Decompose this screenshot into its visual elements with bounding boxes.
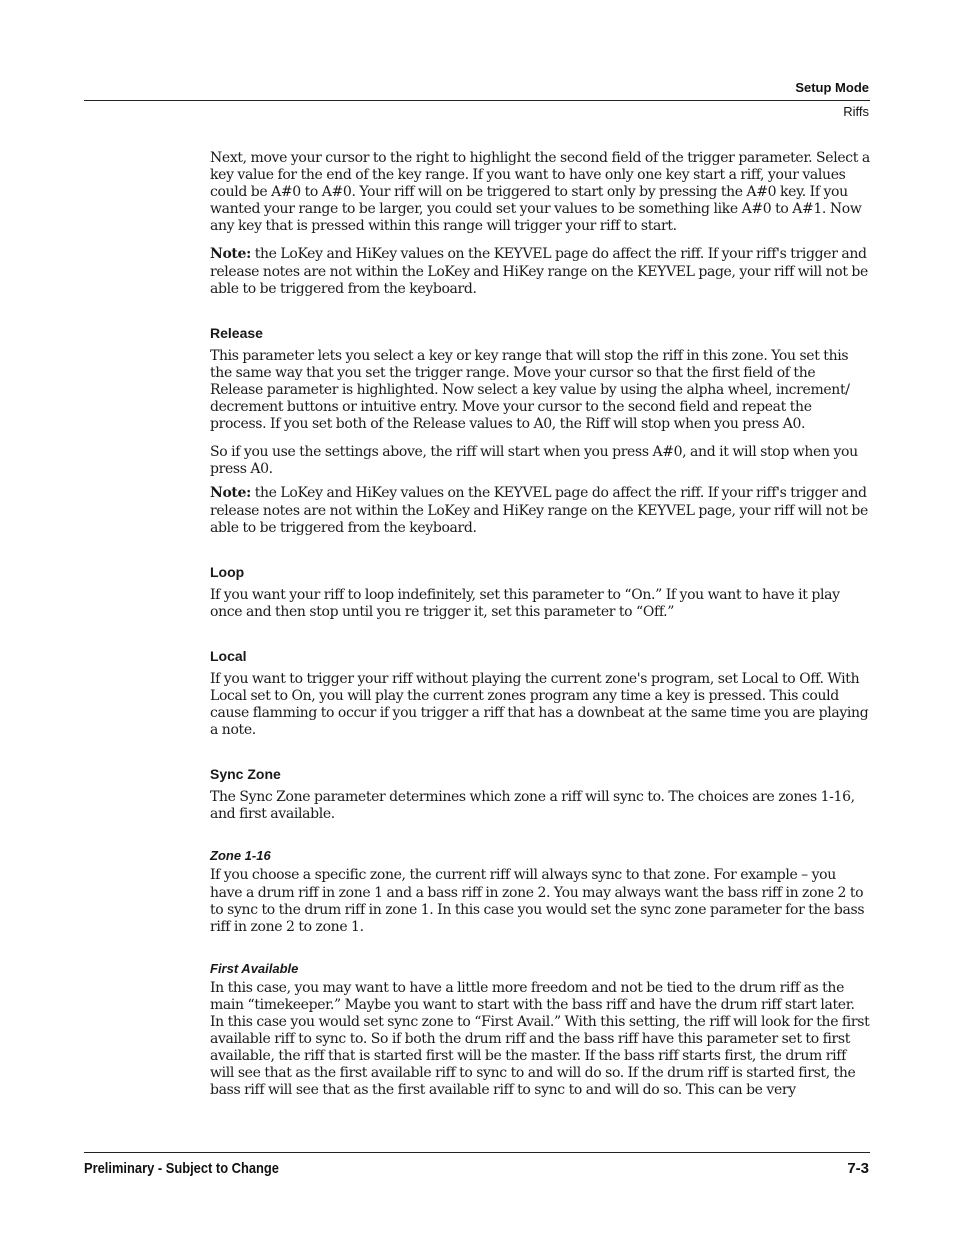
page-number: 7-3 bbox=[847, 1160, 869, 1177]
note-paragraph bbox=[210, 246, 870, 297]
release-paragraph: This parameter lets you select a key or key range that will stop the riff in this zone. You set this the same way that you set the trigger range. Move your cursor so that the first field of the Release parameter is highlighted. Now select a key value by using the alpha wheel, increment/ decrement buttons or intuitive entry. Move your cursor to the second field and repeat the process. If you set both of the Release values to A0, the Riff will stop when you press A0. bbox=[210, 347, 850, 433]
first-available-heading: First Available bbox=[210, 960, 299, 976]
release-example-paragraph: So if you use the settings above, the riff will start when you press A#0, and it will stop when you press A0. bbox=[210, 444, 858, 478]
page-body bbox=[210, 150, 870, 1110]
footer-rule bbox=[84, 1152, 870, 1153]
header-rule bbox=[84, 100, 870, 101]
note-text: the LoKey and HiKey values on the KEYVEL page do affect the riff. If your riff's trigger and release notes are not within the LoKey and HiKey range on the KEYVEL page, your riff will not be able to be triggered from the keyboard. bbox=[210, 485, 868, 536]
intro-paragraph: Next, move your cursor to the right to highlight the second field of the trigger parameter. Select a key value for the end of the key range. If you want to have only one key start a riff, your values could be A#0 to A#0. Your riff will on be triggered to start only by pressing the A#0 key. If you wanted your range to be larger, you could set your values to be something like A#0 to A#1. Now any key that is pressed within this range will trigger your riff to start. bbox=[210, 150, 870, 235]
chapter-title: Setup Mode bbox=[795, 80, 869, 95]
section-title: Riffs bbox=[843, 104, 869, 119]
sync-zone-paragraph: The Sync Zone parameter determines which zone a riff will sync to. The choices are zones 1-16, and first available. bbox=[210, 789, 855, 823]
sync-zone-heading: Sync Zone bbox=[210, 766, 281, 783]
note-text: the LoKey and HiKey values on the KEYVEL page do affect the riff. If your riff's trigger and release notes are not within the LoKey and HiKey range on the KEYVEL page, your riff will not be able to be triggered from the keyboard. bbox=[210, 246, 868, 297]
local-paragraph: If you want to trigger your riff without playing the current zone's program, set Local to Off. With Local set to On, you will play the current zones program any time a key is pressed. This could cause flamming to occur if you trigger a riff that has a downbeat at the same time you are playing a note. bbox=[210, 670, 869, 739]
first-available-paragraph: In this case, you may want to have a little more freedom and not be tied to the drum riff as the main “timekeeper.” Maybe you want to start with the bass riff and have the drum riff start later. In this case you would set sync zone to “First Avail.” With this setting, the riff will look for the first available riff to sync to. So if both the drum riff and the bass riff have this parameter set to first available, the riff that is started first will be the master. If the bass riff starts first, the drum riff will see that as the first available riff to sync to and will do so. If the drum riff is started first, the bass riff will see that as the first available riff to sync to and will do so. This can be very bbox=[210, 979, 870, 1099]
note-label: Note: bbox=[210, 246, 251, 263]
loop-heading: Loop bbox=[210, 563, 245, 580]
release-heading: Release bbox=[210, 324, 263, 341]
zone-1-16-paragraph: If you choose a specific zone, the current riff will always sync to that zone. For example – you have a drum riff in zone 1 and a bass riff in zone 2. You may always want the bass riff in zone 2 to to sync to the drum riff in zone 1. In this case you would set the sync zone parameter for the bass riff in zone 2 to zone 1. bbox=[210, 867, 865, 935]
local-heading: Local bbox=[210, 647, 247, 664]
zone-1-16-heading: Zone 1-16 bbox=[210, 848, 271, 864]
note-paragraph bbox=[210, 485, 870, 536]
loop-paragraph: If you want your riff to loop indefinitely, set this parameter to “On.” If you want to have it play once and then stop until you re trigger it, set this parameter to “Off.” bbox=[210, 586, 840, 620]
footer-notice: Preliminary - Subject to Change bbox=[84, 1160, 279, 1177]
note-label: Note: bbox=[210, 485, 251, 502]
